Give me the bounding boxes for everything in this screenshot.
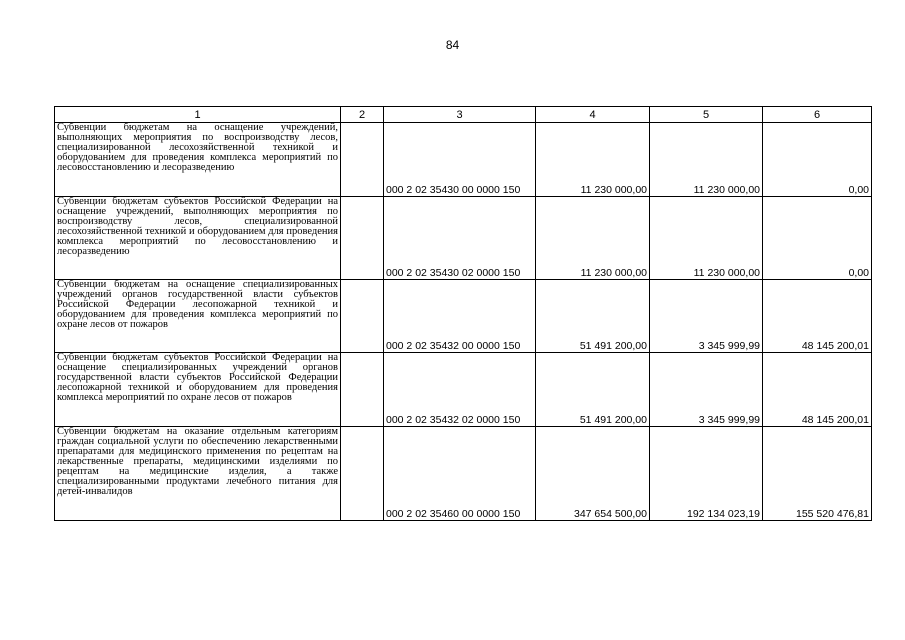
column-header-3: 3 — [384, 107, 536, 123]
row-description: Субвенции бюджетам на оснащение учреждений, выполняющих мероприятия по воспроизводству лесов, специализированной лесохозяйственной техникой и оборудованием для проведения комплекса мероприятий по лесовосстановлению и лесоразведению — [55, 123, 341, 197]
row-description: Субвенции бюджетам на оснащение специализированных учреждений органов государственной власти субъектов Российской Федерации лесопожарной техникой и оборудованием для проведения комплекса мероприятий по охране лесов от пожаров — [55, 280, 341, 353]
column-header-4: 4 — [536, 107, 650, 123]
table-header-row — [55, 107, 872, 123]
row-col4-amount: 11 230 000,00 — [536, 197, 650, 280]
row-col5-amount: 11 230 000,00 — [650, 123, 763, 197]
budget-table — [54, 106, 872, 521]
page-number: 84 — [445, 38, 460, 52]
row-col2 — [341, 427, 384, 521]
row-budget-code: 000 2 02 35432 02 0000 150 — [384, 353, 536, 427]
column-header-5: 5 — [650, 107, 763, 123]
row-budget-code: 000 2 02 35430 02 0000 150 — [384, 197, 536, 280]
row-description: Субвенции бюджетам на оказание отдельным категориям граждан социальной услуги по обеспечению лекарственными препаратами для медицинского применения по рецептам на лекарственные препараты, медицинскими изделиями по рецептам на медицинские изделия, а также специализированными продуктами лечебного питания для детей-инвалидов — [55, 427, 341, 521]
row-col6-amount: 48 145 200,01 — [763, 280, 872, 353]
table-row — [55, 353, 872, 427]
column-header-2: 2 — [341, 107, 384, 123]
row-col4-amount: 51 491 200,00 — [536, 353, 650, 427]
column-header-1: 1 — [55, 107, 341, 123]
row-budget-code: 000 2 02 35460 00 0000 150 — [384, 427, 536, 521]
table-row — [55, 427, 872, 521]
row-budget-code: 000 2 02 35430 00 0000 150 — [384, 123, 536, 197]
row-col5-amount: 3 345 999,99 — [650, 353, 763, 427]
row-col4-amount: 51 491 200,00 — [536, 280, 650, 353]
row-col5-amount: 3 345 999,99 — [650, 280, 763, 353]
row-col4-amount: 11 230 000,00 — [536, 123, 650, 197]
row-description: Субвенции бюджетам субъектов Российской Федерации на оснащение учреждений, выполняющих мероприятия по воспроизводству лесов, специализированной лесохозяйственной техникой и оборудованием для проведения комплекса мероприятий по лесовосстановлению и лесоразведению — [55, 197, 341, 280]
row-col4-amount: 347 654 500,00 — [536, 427, 650, 521]
row-col6-amount: 48 145 200,01 — [763, 353, 872, 427]
row-col2 — [341, 353, 384, 427]
row-col6-amount: 0,00 — [763, 123, 872, 197]
row-col6-amount: 0,00 — [763, 197, 872, 280]
row-col6-amount: 155 520 476,81 — [763, 427, 872, 521]
row-budget-code: 000 2 02 35432 00 0000 150 — [384, 280, 536, 353]
row-description: Субвенции бюджетам субъектов Российской Федерации на оснащение специализированных учреждений органов государственной власти субъектов Российской Федерации лесопожарной техникой и оборудованием для проведения комплекса мероприятий по охране лесов от пожаров — [55, 353, 341, 427]
row-col2 — [341, 123, 384, 197]
table-row — [55, 197, 872, 280]
table-row — [55, 123, 872, 197]
table-row — [55, 280, 872, 353]
row-col5-amount: 11 230 000,00 — [650, 197, 763, 280]
row-col5-amount: 192 134 023,19 — [650, 427, 763, 521]
row-col2 — [341, 280, 384, 353]
column-header-6: 6 — [763, 107, 872, 123]
row-col2 — [341, 197, 384, 280]
